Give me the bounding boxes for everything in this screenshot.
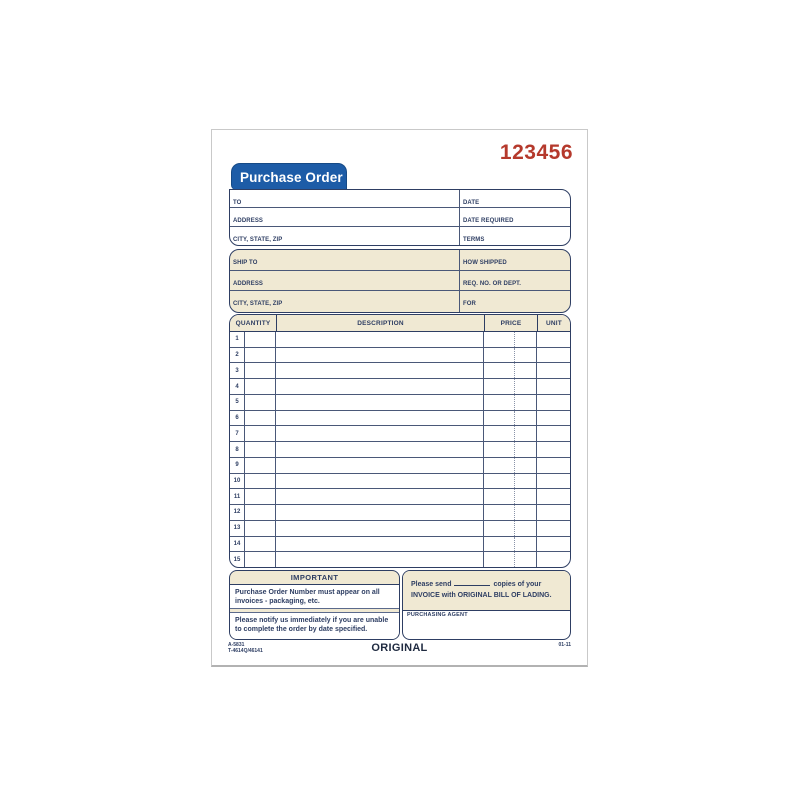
terms-label: TERMS — [463, 236, 485, 243]
description-cell — [276, 489, 484, 504]
description-cell — [276, 442, 484, 457]
table-row — [230, 379, 570, 395]
quantity-cell — [245, 348, 276, 363]
description-cell — [276, 537, 484, 552]
unit-cell — [537, 332, 570, 347]
price-cell — [484, 332, 537, 347]
row-number: 7 — [230, 426, 245, 441]
row-number: 5 — [230, 395, 245, 410]
date-field — [460, 190, 570, 207]
description-cell — [276, 505, 484, 520]
row-number: 12 — [230, 505, 245, 520]
description-cell — [276, 552, 484, 567]
row-number: 3 — [230, 363, 245, 378]
quantity-cell — [245, 521, 276, 536]
invoice-instruction-box — [402, 570, 571, 640]
unit-cell — [537, 505, 570, 520]
order-number: 123456 — [499, 141, 573, 164]
important-notes-box — [229, 570, 400, 640]
important-note-2: Please notify us immediately if you are unable to complete the order by date specified. — [235, 617, 389, 634]
form-title: Purchase Order — [240, 169, 343, 185]
description-cell — [276, 348, 484, 363]
date-label: DATE — [463, 200, 480, 206]
quantity-cell — [245, 458, 276, 473]
row-number: 15 — [230, 552, 245, 567]
invoice-note-prefix: Please send — [411, 581, 452, 588]
table-row — [230, 442, 570, 458]
address-field — [230, 208, 460, 225]
row-number: 8 — [230, 442, 245, 457]
price-cell — [484, 363, 537, 378]
how-shipped-label: HOW SHIPPED — [463, 260, 507, 266]
footer-date-code: 01-11 — [558, 642, 571, 648]
req-no-dept-label: REQ. NO. OR DEPT. — [463, 280, 522, 287]
table-row — [230, 521, 570, 537]
field-row — [230, 250, 570, 271]
unit-cell — [537, 521, 570, 536]
price-cell — [484, 521, 537, 536]
quantity-cell — [245, 332, 276, 347]
field-row — [230, 291, 570, 312]
invoice-instruction — [403, 571, 570, 611]
purchase-order-form — [211, 129, 588, 667]
table-row — [230, 363, 570, 379]
price-cell — [484, 537, 537, 552]
date-required-field — [460, 208, 570, 225]
unit-cell — [537, 379, 570, 394]
row-number: 13 — [230, 521, 245, 536]
unit-cell — [537, 552, 570, 567]
items-table — [229, 314, 571, 568]
quantity-header: QUANTITY — [230, 315, 277, 331]
price-cell — [484, 474, 537, 489]
price-cell — [484, 379, 537, 394]
price-cell — [484, 426, 537, 441]
row-number: 6 — [230, 411, 245, 426]
city-state-zip-label: CITY, STATE, ZIP — [233, 236, 283, 243]
table-row — [230, 458, 570, 474]
row-number: 1 — [230, 332, 245, 347]
description-cell — [276, 332, 484, 347]
quantity-cell — [245, 363, 276, 378]
quantity-cell — [245, 426, 276, 441]
row-number: 2 — [230, 348, 245, 363]
ship-city-state-zip-label: CITY, STATE, ZIP — [233, 301, 283, 308]
table-row — [230, 395, 570, 411]
price-cell — [484, 395, 537, 410]
form-code-1: A-5831 — [228, 642, 245, 648]
unit-cell — [537, 395, 570, 410]
table-row — [230, 505, 570, 521]
unit-cell — [537, 474, 570, 489]
table-row — [230, 411, 570, 427]
unit-cell — [537, 458, 570, 473]
form-title-tab — [231, 163, 347, 190]
row-number: 10 — [230, 474, 245, 489]
to-label: TO — [233, 200, 242, 206]
description-cell — [276, 521, 484, 536]
table-row — [230, 332, 570, 348]
description-header: DESCRIPTION — [277, 315, 485, 331]
row-number: 14 — [230, 537, 245, 552]
description-cell — [276, 411, 484, 426]
table-row — [230, 426, 570, 442]
purchasing-agent-label: PURCHASING AGENT — [407, 612, 468, 618]
field-row — [230, 208, 570, 226]
row-number: 4 — [230, 379, 245, 394]
ship-to-field — [230, 250, 460, 270]
field-row — [230, 271, 570, 292]
description-cell — [276, 426, 484, 441]
table-row — [230, 348, 570, 364]
table-body — [230, 332, 570, 567]
price-header: PRICE — [485, 315, 538, 331]
table-row — [230, 489, 570, 505]
unit-cell — [537, 348, 570, 363]
address-label: ADDRESS — [233, 218, 264, 225]
price-cell — [484, 411, 537, 426]
field-row — [230, 227, 570, 245]
important-title: IMPORTANT — [230, 571, 399, 585]
important-body — [230, 585, 399, 640]
ship-to-label: SHIP TO — [233, 260, 258, 266]
bill-to-section — [229, 189, 571, 246]
row-number: 9 — [230, 458, 245, 473]
row-number: 11 — [230, 489, 245, 504]
unit-cell — [537, 426, 570, 441]
price-cell — [484, 442, 537, 457]
quantity-cell — [245, 379, 276, 394]
price-cell — [484, 489, 537, 504]
for-field — [460, 291, 570, 312]
date-required-label: DATE REQUIRED — [463, 218, 514, 225]
field-row — [230, 190, 570, 208]
purchasing-agent-field — [403, 611, 570, 639]
description-cell — [276, 474, 484, 489]
price-cell — [484, 458, 537, 473]
table-row — [230, 537, 570, 553]
terms-field — [460, 227, 570, 245]
ship-address-label: ADDRESS — [233, 280, 264, 287]
unit-cell — [537, 537, 570, 552]
unit-cell — [537, 442, 570, 457]
city-state-zip-field — [230, 227, 460, 245]
unit-cell — [537, 363, 570, 378]
req-no-dept-field — [460, 271, 570, 291]
quantity-cell — [245, 474, 276, 489]
quantity-cell — [245, 552, 276, 567]
ship-to-section — [229, 249, 571, 313]
table-header-row — [230, 315, 570, 332]
price-cell — [484, 505, 537, 520]
copies-blank-line — [454, 578, 490, 586]
unit-cell — [537, 489, 570, 504]
unit-header: UNIT — [546, 319, 562, 327]
form-code-2: T-4614Q/46141 — [228, 648, 263, 655]
price-cell — [484, 348, 537, 363]
invoice-note-suffix: copies of your INVOICE with ORIGINAL BILL OF LADING. — [411, 581, 552, 599]
quantity-cell — [245, 442, 276, 457]
important-note-1: Purchase Order Number must appear on all invoices - packaging, etc. — [235, 589, 380, 606]
table-row — [230, 474, 570, 490]
table-row — [230, 552, 570, 567]
description-cell — [276, 379, 484, 394]
price-cell — [484, 552, 537, 567]
copy-designation: ORIGINAL — [371, 642, 428, 654]
unit-cell — [537, 411, 570, 426]
quantity-cell — [245, 395, 276, 410]
description-cell — [276, 363, 484, 378]
quantity-cell — [245, 505, 276, 520]
how-shipped-field — [460, 250, 570, 270]
ship-city-state-zip-field — [230, 291, 460, 312]
for-label: FOR — [463, 301, 476, 308]
quantity-cell — [245, 537, 276, 552]
ship-address-field — [230, 271, 460, 291]
quantity-cell — [245, 489, 276, 504]
description-cell — [276, 395, 484, 410]
quantity-cell — [245, 411, 276, 426]
description-cell — [276, 458, 484, 473]
to-field — [230, 190, 460, 207]
